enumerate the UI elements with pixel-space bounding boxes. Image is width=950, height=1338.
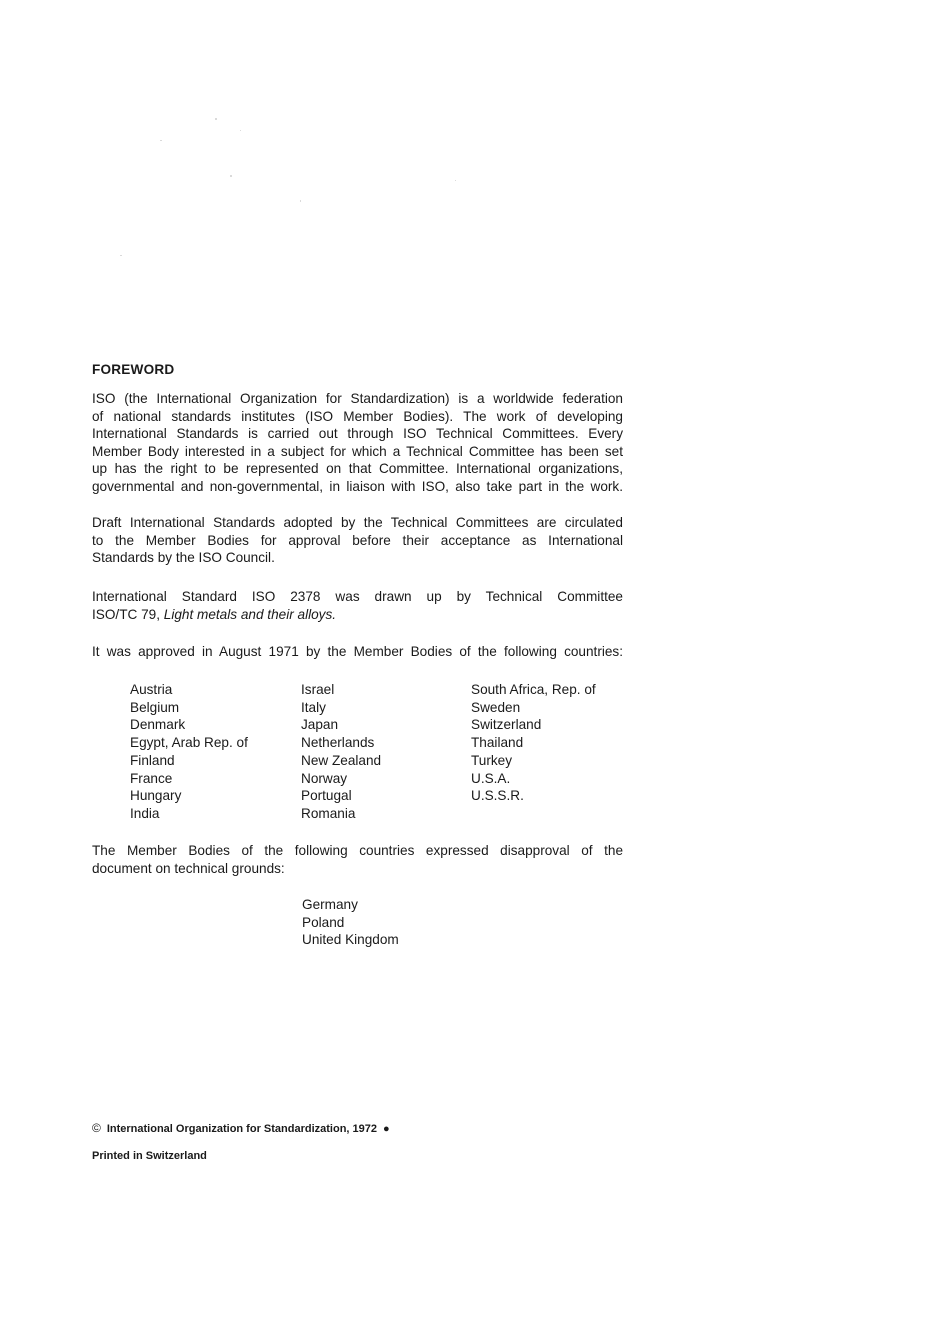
disapproving-countries <box>302 896 399 949</box>
printed-location: Printed in Switzerland <box>92 1150 207 1162</box>
country-item: U.S.S.R. <box>471 788 524 804</box>
country-item: Japan <box>301 717 339 733</box>
country-item: Thailand <box>471 735 524 751</box>
paragraph-line: up has the right to be represented on that Committee. International organizations, <box>92 461 623 477</box>
country-item: Denmark <box>130 717 186 733</box>
country-item: United Kingdom <box>302 932 399 948</box>
copyright-icon: © <box>92 1121 101 1135</box>
country-item: Egypt, Arab Rep. of <box>130 735 248 751</box>
paragraph-line: The Member Bodies of the following countries expressed disapproval of the <box>92 843 623 858</box>
country-item: France <box>130 770 173 786</box>
foreword-paragraph-2 <box>92 514 623 567</box>
paragraph-line: Member Body interested in a subject for which a Technical Committee has been set <box>92 443 623 459</box>
country-item: U.S.A. <box>471 770 511 786</box>
country-item: Portugal <box>301 788 352 804</box>
country-item: Norway <box>301 770 348 786</box>
paragraph-line: document on technical grounds: <box>92 860 285 876</box>
approving-countries-column-3 <box>471 681 596 805</box>
country-item: Switzerland <box>471 717 542 733</box>
country-item: Belgium <box>130 699 180 715</box>
scan-speck <box>230 175 232 177</box>
foreword-paragraph-3 <box>92 588 623 623</box>
paragraph-line: International Standards is carried out through ISO Technical Committees. Every <box>92 426 623 442</box>
paragraph-line: Standards by the ISO Council. <box>92 550 275 566</box>
approving-countries-column-2 <box>301 681 381 823</box>
country-item: Italy <box>301 699 326 715</box>
paragraph-line: to the Member Bodies for approval before their acceptance as International <box>92 532 623 548</box>
committee-title: Light metals and their alloys. <box>163 606 337 622</box>
paragraph-line: of national standards institutes (ISO Member Bodies). The work of developing <box>92 408 623 424</box>
country-item: Turkey <box>471 752 513 768</box>
foreword-heading: FOREWORD <box>92 362 175 377</box>
paragraph-line: It was approved in August 1971 by the Member Bodies of the following countries: <box>92 644 623 659</box>
scan-speck <box>120 255 122 256</box>
scan-speck <box>215 118 217 120</box>
paragraph-line: International Standard ISO 2378 was drawn up by Technical Committee <box>92 589 623 604</box>
foreword-paragraph-1 <box>92 390 623 496</box>
country-item: Israel <box>301 682 335 697</box>
scan-speck <box>300 200 301 202</box>
country-item: Poland <box>302 914 345 930</box>
country-item: India <box>130 805 160 821</box>
scan-speck <box>160 140 162 141</box>
country-item: Romania <box>301 805 356 821</box>
bullet-icon: ● <box>383 1123 390 1135</box>
paragraph-line <box>92 606 623 624</box>
scan-speck <box>455 180 456 181</box>
country-item: Netherlands <box>301 735 375 751</box>
country-item: Hungary <box>130 788 182 804</box>
committee-reference: ISO/TC 79, <box>92 606 164 622</box>
paragraph-line: Draft International Standards adopted by the Technical Committees are circulated <box>92 515 623 530</box>
country-item: Sweden <box>471 699 521 715</box>
paragraph-line: ISO (the International Organization for Standardization) is a worldwide federation <box>92 391 623 406</box>
paragraph-line: governmental and non-governmental, in liaison with ISO, also take part in the work. <box>92 478 623 494</box>
country-item: South Africa, Rep. of <box>471 682 596 697</box>
country-item: Austria <box>130 682 173 697</box>
scan-speck <box>240 130 241 131</box>
approving-countries-column-1 <box>130 681 248 823</box>
approval-statement <box>92 643 623 661</box>
country-item: New Zealand <box>301 752 382 768</box>
disapproval-statement <box>92 842 623 877</box>
copyright-text: International Organization for Standardization, 1972 <box>106 1123 377 1135</box>
copyright-notice <box>92 1121 390 1135</box>
country-item: Finland <box>130 752 175 768</box>
country-item: Germany <box>302 897 358 912</box>
